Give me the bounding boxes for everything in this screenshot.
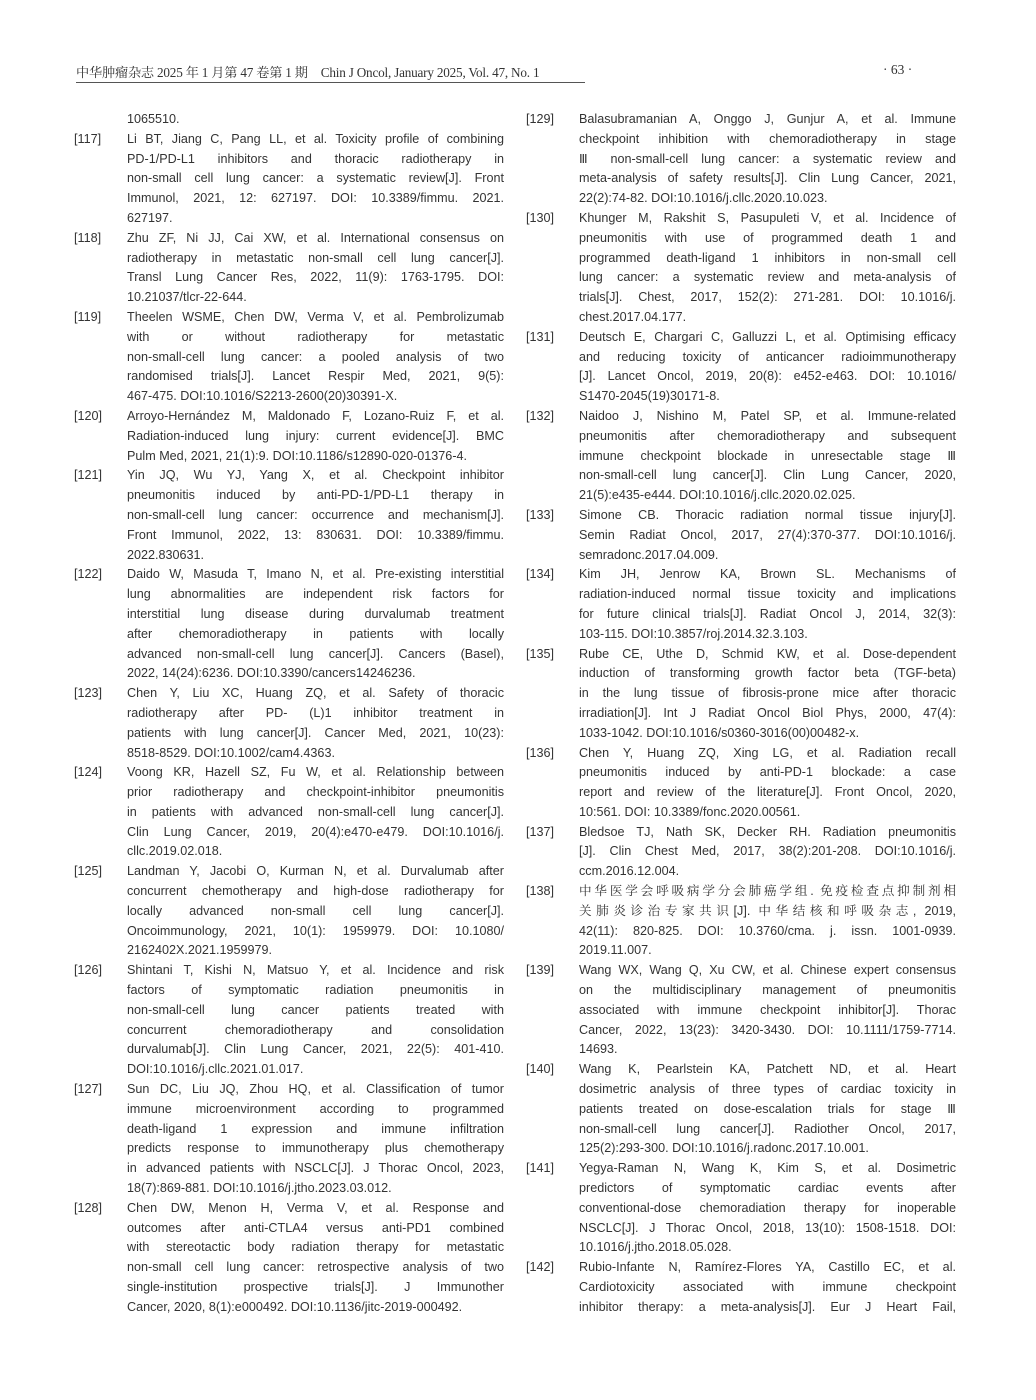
reference-column-left — [74, 110, 504, 1318]
reference-body — [579, 1258, 956, 1317]
reference-item — [526, 1060, 956, 1159]
reference-line: in the lung tissue of fibrosis-prone mice after thoracic — [579, 686, 956, 701]
reference-line: semradonc.2017.04.009. — [579, 547, 719, 562]
reference-item — [526, 1258, 956, 1317]
reference-line: Yegya-Raman N, Wang K, Kim S, et al. Dosimetric — [579, 1161, 956, 1176]
reference-line: Arroyo-Hernández M, Maldonado F, Lozano-Ruiz F, et al. — [127, 408, 504, 423]
reference-body — [579, 1060, 956, 1159]
reference-number: [138] — [526, 884, 555, 899]
reference-line: non-small cell lung cancer: a systematic review[J]. Front — [127, 171, 504, 186]
reference-line: Wang WX, Wang Q, Xu CW, et al. Chinese expert consensus — [579, 963, 956, 978]
reference-body — [127, 1080, 504, 1199]
reference-number: [139] — [526, 963, 555, 978]
reference-item — [74, 1080, 504, 1199]
reference-line: Cardiotoxicity associated with immune checkpoint — [579, 1280, 956, 1295]
reference-item — [526, 882, 956, 961]
reference-body — [127, 763, 504, 862]
reference-line: non-small-cell lung cancer patients treated with — [127, 1002, 504, 1017]
reference-number: [130] — [526, 210, 555, 225]
reference-line: Oncoimmunology, 2021, 10(1): 1959979. DOI: 10.1080/ — [127, 923, 504, 938]
reference-line: radiotherapy after PD- (L)1 inhibitor treatment in — [127, 705, 504, 720]
reference-line: predictors of symptomatic cardiac events after — [579, 1181, 956, 1196]
reference-body — [579, 110, 956, 209]
reference-line: checkpoint inhibition with chemoradiotherapy in stage — [579, 131, 956, 146]
reference-line: pneumonitis after chemoradiotherapy and subsequent — [579, 428, 956, 443]
reference-line: interstitial lung disease during durvalumab treatment — [127, 606, 504, 621]
reference-line: Shintani T, Kishi N, Matsuo Y, et al. Incidence and risk — [127, 963, 504, 978]
reference-number: [131] — [526, 329, 555, 344]
reference-line: pneumonitis with use of programmed death 1 and — [579, 230, 956, 245]
reference-body — [127, 466, 504, 565]
reference-line: 2162402X.2021.1959979. — [127, 943, 272, 958]
reference-line: 10.21037/tlcr-22-644. — [127, 290, 247, 305]
reference-continuation — [74, 110, 504, 130]
reference-number: [142] — [526, 1260, 555, 1275]
reference-item — [526, 110, 956, 209]
reference-body — [127, 862, 504, 961]
reference-line: Yin JQ, Wu YJ, Yang X, et al. Checkpoint inhibitor — [127, 468, 504, 483]
reference-item — [74, 565, 504, 684]
reference-line: 42(11): 820-825. DOI: 10.3760/cma. j. issn. 1001-0939. — [579, 923, 956, 938]
reference-line: chest.2017.04.177. — [579, 309, 687, 324]
reference-line: pneumonitis induced by anti-PD-1 blockade: a case — [579, 765, 956, 780]
reference-number: [120] — [74, 408, 103, 423]
reference-line: Chen Y, Huang ZQ, Xing LG, et al. Radiation recall — [579, 745, 956, 760]
reference-number: [122] — [74, 567, 103, 582]
reference-line: Chen Y, Liu XC, Huang ZQ, et al. Safety of thoracic — [127, 686, 504, 701]
reference-line: Clin Lung Cancer, 2019, 20(4):e470-e479. DOI:10.1016/j. — [127, 824, 504, 839]
reference-line: inhibitor therapy: a meta-analysis[J]. Eur J Heart Fail, — [579, 1299, 956, 1314]
reference-line: in patients with advanced non-small-cell lung cancer[J]. — [127, 804, 504, 819]
reference-line: patients treated on dose-escalation trials for stage Ⅲ — [579, 1101, 956, 1116]
reference-line: with stereotactic body radiation therapy for metastatic — [127, 1240, 504, 1255]
reference-line: prior radiotherapy and checkpoint-inhibitor pneumonitis — [127, 785, 504, 800]
reference-body — [579, 961, 956, 1060]
reference-line: 22(2):74-82. DOI:10.1016/j.cllc.2020.10.023. — [579, 191, 828, 206]
reference-body — [579, 744, 956, 823]
reference-number: [119] — [74, 309, 102, 324]
reference-number: [133] — [526, 507, 555, 522]
reference-line: conventional-dose chemoradiation therapy for inoperable — [579, 1200, 956, 1215]
reference-line: Li BT, Jiang C, Pang LL, et al. Toxicity profile of combining — [127, 131, 504, 146]
reference-line: dosimetric analysis of three types of cardiac toxicity in — [579, 1082, 956, 1097]
reference-line: induction of transforming growth factor beta (TGF-beta) — [579, 666, 956, 681]
page-number: · 63 · — [883, 62, 913, 77]
reference-line: lung abnormalities are independent risk factors for — [127, 587, 504, 602]
reference-line: Transl Lung Cancer Res, 2022, 11(9): 1763-1795. DOI: — [127, 270, 504, 285]
reference-line: locally advanced non-small cell lung cancer[J]. — [127, 903, 504, 918]
reference-line: 21(5):e435-e444. DOI:10.1016/j.cllc.2020.02.025. — [579, 488, 856, 503]
reference-body — [127, 308, 504, 407]
reference-body — [127, 684, 504, 763]
reference-line: 2022, 14(24):6236. DOI:10.3390/cancers14246236. — [127, 666, 416, 681]
reference-line: pneumonitis induced by anti-PD-1/PD-L1 therapy in — [127, 488, 504, 503]
reference-body — [579, 1159, 956, 1258]
running-header: 中华肿瘤杂志 2025 年 1 月第 47 卷第 1 期 Chin J Oncol, January 2025, Vol. 47, No. 1 — [76, 65, 540, 80]
reference-line: 中华医学会呼吸病学分会肺癌学组. 免疫检查点抑制剂相 — [579, 884, 956, 899]
reference-body — [127, 565, 504, 684]
reference-item — [526, 407, 956, 506]
reference-line: predicts response to immunotherapy plus chemotherapy — [127, 1141, 504, 1156]
reference-item — [74, 308, 504, 407]
reference-line: 10:561. DOI: 10.3389/fonc.2020.00561. — [579, 804, 801, 819]
reference-line: Radiation-induced lung injury: current evidence[J]. BMC — [127, 428, 504, 443]
reference-line: programmed death-ligand 1 inhibitors in non-small cell — [579, 250, 956, 265]
reference-line: [J]. Clin Chest Med, 2017, 38(2):201-208. DOI:10.1016/j. — [579, 844, 956, 859]
reference-line: Pulm Med, 2021, 21(1):9. DOI:10.1186/s12890-020-01376-4. — [127, 448, 468, 463]
reference-body — [579, 328, 956, 407]
reference-number: [129] — [526, 112, 555, 126]
reference-line: Daido W, Masuda T, Imano N, et al. Pre-existing interstitial — [127, 567, 504, 582]
reference-line: factors of symptomatic radiation pneumonitis in — [127, 983, 504, 998]
reference-line: Theelen WSME, Chen DW, Verma V, et al. Pembrolizumab — [127, 309, 504, 324]
reference-body — [579, 407, 956, 506]
reference-number: [123] — [74, 686, 103, 701]
reference-line: single-institution prospective trials[J]. J Immunother — [127, 1280, 504, 1295]
reference-body — [127, 961, 504, 1080]
reference-item — [526, 328, 956, 407]
reference-line: PD-1/PD-L1 inhibitors and thoracic radiotherapy in — [127, 151, 504, 166]
reference-body — [127, 110, 504, 130]
reference-line: and reducing toxicity of anticancer radioimmunotherapy — [579, 349, 956, 364]
reference-line: non-small-cell lung cancer[J]. Clin Lung Cancer, 2020, — [579, 468, 956, 483]
reference-number: [134] — [526, 567, 555, 582]
reference-line: 1065510. — [127, 112, 180, 126]
reference-line: for future clinical trials[J]. Radiat Oncol J, 2014, 32(3): — [579, 606, 956, 621]
reference-item — [526, 506, 956, 565]
reference-line: 1033-1042. DOI:10.1016/s0360-3016(00)00482-x. — [579, 725, 860, 740]
reference-line: radiotherapy in metastatic non-small cell lung cancer[J]. — [127, 250, 504, 265]
reference-line: Kim JH, Jenrow KA, Brown SL. Mechanisms of — [579, 567, 956, 582]
reference-line: immune microenvironment according to programmed — [127, 1101, 504, 1116]
reference-item — [526, 744, 956, 823]
reference-item — [74, 961, 504, 1080]
reference-number: [127] — [74, 1082, 103, 1097]
reference-line: Semin Radiat Oncol, 2017, 27(4):370-377. DOI:10.1016/j. — [579, 527, 956, 542]
reference-item — [74, 684, 504, 763]
reference-line: Rubio-Infante N, Ramírez-Flores YA, Castillo EC, et al. — [579, 1260, 956, 1275]
reference-line: non-small-cell lung cancer[J]. Radiother Oncol, 2017, — [579, 1121, 956, 1136]
reference-line: 关肺炎诊治专家共识[J]. 中华结核和呼吸杂志, 2019, — [579, 903, 956, 918]
reference-line: 2019.11.007. — [579, 943, 652, 958]
reference-item — [74, 466, 504, 565]
reference-line: 10.1016/j.jtho.2018.05.028. — [579, 1240, 732, 1255]
reference-line: on the multidisciplinary management of pneumonitis — [579, 983, 956, 998]
reference-body — [579, 565, 956, 644]
reference-line: Landman Y, Jacobi O, Kurman N, et al. Durvalumab after — [127, 864, 504, 879]
reference-line: Front Immunol, 2022, 13: 830631. DOI: 10.3389/fimmu. — [127, 527, 504, 542]
reference-body — [127, 130, 504, 229]
reference-number: [140] — [526, 1062, 555, 1077]
reference-line: Immunol, 2021, 12: 627197. DOI: 10.3389/fimmu. 2021. — [127, 191, 504, 206]
reference-line: 14693. — [579, 1042, 618, 1057]
reference-body — [579, 506, 956, 565]
reference-line: cllc.2019.02.018. — [127, 844, 223, 859]
reference-line: Khunger M, Rakshit S, Pasupuleti V, et al. Incidence of — [579, 210, 956, 225]
reference-line: 8518-8529. DOI:10.1002/cam4.4363. — [127, 745, 335, 760]
reference-line: patients with lung cancer[J]. Cancer Med, 2021, 10(23): — [127, 725, 504, 740]
reference-body — [127, 407, 504, 466]
reference-line: Ⅲ non-small-cell lung cancer: a systematic review and — [579, 151, 956, 166]
reference-number: [135] — [526, 646, 555, 661]
reference-line: meta-analysis of safety results[J]. Clin Lung Cancer, 2021, — [579, 171, 956, 186]
reference-number: [124] — [74, 765, 103, 780]
reference-body — [127, 1199, 504, 1318]
reference-line: Cancer, 2020, 8(1):e000492. DOI:10.1136/jitc-2019-000492. — [127, 1299, 463, 1314]
reference-line: Zhu ZF, Ni JJ, Cai XW, et al. International consensus on — [127, 230, 504, 245]
reference-line: 627197. — [127, 210, 173, 225]
reference-item — [74, 1199, 504, 1318]
reference-item — [526, 823, 956, 882]
reference-body — [127, 229, 504, 308]
reference-line: Wang K, Pearlstein KA, Patchett ND, et al. Heart — [579, 1062, 956, 1077]
reference-line: outcomes after anti-CTLA4 versus anti-PD1 combined — [127, 1220, 504, 1235]
reference-number: [141] — [526, 1161, 555, 1176]
reference-number: [118] — [74, 230, 102, 245]
reference-item — [526, 565, 956, 644]
reference-line: Voong KR, Hazell SZ, Fu W, et al. Relationship between — [127, 765, 504, 780]
reference-line: DOI:10.1016/j.cllc.2021.01.017. — [127, 1062, 304, 1077]
reference-number: [121] — [74, 468, 103, 483]
reference-item — [74, 130, 504, 229]
reference-item — [74, 407, 504, 466]
reference-line: trials[J]. Chest, 2017, 152(2): 271-281. DOI: 10.1016/j. — [579, 290, 956, 305]
reference-item — [526, 645, 956, 744]
reference-line: Sun DC, Liu JQ, Zhou HQ, et al. Classification of tumor — [127, 1082, 504, 1097]
reference-body — [579, 209, 956, 328]
reference-line: non-small-cell lung cancer: a pooled analysis of two — [127, 349, 504, 364]
reference-line: 2022.830631. — [127, 547, 205, 562]
reference-number: [137] — [526, 824, 555, 839]
reference-line: associated with immune checkpoint inhibitor[J]. Thorac — [579, 1002, 956, 1017]
reference-line: Bledsoe TJ, Nath SK, Decker RH. Radiation pneumonitis — [579, 824, 956, 839]
reference-line: Rube CE, Uthe D, Schmid KW, et al. Dose-dependent — [579, 646, 956, 661]
reference-item — [74, 862, 504, 961]
reference-line: [J]. Lancet Oncol, 2019, 20(8): e452-e463. DOI: 10.1016/ — [579, 369, 956, 384]
reference-item — [74, 229, 504, 308]
reference-line: 467-475. DOI:10.1016/S2213-2600(20)30391-X. — [127, 389, 398, 404]
reference-line: Naidoo J, Nishino M, Patel SP, et al. Immune-related — [579, 408, 956, 423]
reference-line: NSCLC[J]. J Thorac Oncol, 2018, 13(10): 1508-1518. DOI: — [579, 1220, 956, 1235]
reference-line: randomised trials[J]. Lancet Respir Med, 2021, 9(5): — [127, 369, 504, 384]
reference-column-right — [526, 110, 956, 1318]
reference-line: in advanced patients with NSCLC[J]. J Thorac Oncol, 2023, — [127, 1161, 504, 1176]
reference-line: Balasubramanian A, Onggo J, Gunjur A, et al. Immune — [579, 112, 956, 126]
reference-line: ccm.2016.12.004. — [579, 864, 680, 879]
reference-line: Cancer, 2022, 13(23): 3420-3430. DOI: 10.1111/1759-7714. — [579, 1022, 956, 1037]
reference-body — [579, 645, 956, 744]
reference-line: concurrent chemotherapy and high-dose radiotherapy for — [127, 884, 504, 899]
reference-item — [526, 961, 956, 1060]
reference-line: Simone CB. Thoracic radiation normal tissue injury[J]. — [579, 507, 956, 522]
reference-number: [136] — [526, 745, 555, 760]
reference-item — [526, 209, 956, 328]
reference-line: 18(7):869-881. DOI:10.1016/j.jtho.2023.03.012. — [127, 1181, 392, 1196]
reference-line: non-small-cell lung cancer: occurrence and mechanism[J]. — [127, 507, 504, 522]
reference-line: concurrent chemoradiotherapy and consolidation — [127, 1022, 504, 1037]
reference-line: report and review of the literature[J]. Front Oncol, 2020, — [579, 785, 956, 800]
reference-number: [125] — [74, 864, 103, 879]
reference-number: [117] — [74, 131, 102, 146]
reference-line: advanced non-small-cell lung cancer[J]. Cancers (Basel), — [127, 646, 504, 661]
reference-line: non-small cell lung cancer: retrospective analysis of two — [127, 1260, 504, 1275]
reference-item — [526, 1159, 956, 1258]
reference-line: with or without radiotherapy for metastatic — [127, 329, 504, 344]
reference-line: death-ligand 1 expression and immune infiltration — [127, 1121, 504, 1136]
reference-line: immune checkpoint blockade in unresectable stage Ⅲ — [579, 448, 956, 463]
reference-line: Chen DW, Menon H, Verma V, et al. Response and — [127, 1200, 504, 1215]
reference-number: [132] — [526, 408, 555, 423]
reference-line: irradiation[J]. Int J Radiat Oncol Biol Phys, 2000, 47(4): — [579, 705, 956, 720]
reference-line: after chemoradiotherapy in patients with locally — [127, 626, 504, 641]
reference-line: 125(2):293-300. DOI:10.1016/j.radonc.2017.10.001. — [579, 1141, 869, 1156]
reference-line: Deutsch E, Chargari C, Galluzzi L, et al. Optimising efficacy — [579, 329, 956, 344]
reference-line: 103-115. DOI:10.3857/roj.2014.32.3.103. — [579, 626, 808, 641]
header-rule — [76, 82, 585, 83]
reference-line: S1470-2045(19)30171-8. — [579, 389, 720, 404]
reference-body — [579, 823, 956, 882]
reference-item — [74, 763, 504, 862]
reference-line: lung cancer: a systematic review and meta-analysis of — [579, 270, 956, 285]
reference-line: radiation-induced normal tissue toxicity and implications — [579, 587, 956, 602]
reference-number: [126] — [74, 963, 103, 978]
reference-body — [579, 882, 956, 961]
reference-number: [128] — [74, 1200, 103, 1215]
reference-line: durvalumab[J]. Clin Lung Cancer, 2021, 22(5): 401-410. — [127, 1042, 504, 1057]
